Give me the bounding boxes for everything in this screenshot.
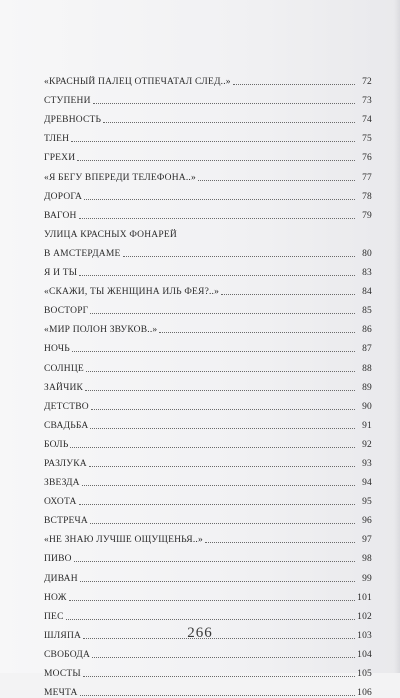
toc-entry [44, 393, 372, 412]
dot-leader [90, 312, 355, 314]
toc-entry-title: ОХОТА [44, 497, 77, 508]
dot-leader [80, 580, 355, 582]
toc-entry-page: 94 [362, 478, 372, 489]
toc-entry [44, 660, 372, 679]
toc-entry-page: 75 [362, 134, 372, 145]
toc-entry-page: 92 [362, 439, 372, 450]
dot-leader [233, 83, 355, 85]
dot-leader [92, 656, 355, 658]
toc-entry-title: «Я БЕГУ ВПЕРЕДИ ТЕЛЕФОНА..» [44, 172, 196, 183]
toc-entry-page: 97 [362, 535, 372, 546]
toc-entry [44, 68, 372, 87]
dot-leader [205, 541, 355, 543]
toc-entry-page: 78 [362, 191, 372, 202]
table-of-contents [44, 68, 372, 698]
toc-entry-page: 95 [362, 497, 372, 508]
toc-entry-title: В АМСТЕРДАМЕ [44, 248, 121, 259]
toc-entry-page: 84 [362, 287, 372, 298]
toc-entry-title: СОЛНЦЕ [44, 363, 84, 374]
dot-leader [221, 293, 355, 295]
toc-entry-page: 87 [362, 344, 372, 355]
toc-entry-title: ВАГОН [44, 210, 77, 221]
toc-entry-title: СВОБОДА [44, 649, 91, 660]
toc-entry-page: 79 [362, 210, 372, 221]
toc-entry-page: 91 [362, 420, 372, 431]
toc-entry-page: 88 [362, 363, 372, 374]
dot-leader [77, 159, 355, 161]
toc-entry-title: ЗАЙЧИК [44, 382, 84, 393]
page-number: 266 [187, 625, 213, 641]
dot-leader [79, 503, 355, 505]
toc-entry [44, 202, 372, 221]
toc-entry [44, 335, 372, 354]
dot-leader [123, 255, 355, 257]
toc-entry-title: УЛИЦА КРАСНЫХ ФОНАРЕЙ [44, 229, 177, 240]
toc-entry-title: ДОРОГА [44, 191, 83, 202]
dot-leader [91, 408, 355, 410]
toc-entry-title: ТЛЕН [44, 134, 70, 145]
toc-entry [44, 450, 372, 469]
toc-entry-title: «КРАСНЫЙ ПАЛЕЦ ОТПЕЧАТАЛ СЛЕД..» [44, 77, 231, 88]
toc-entry [44, 641, 372, 660]
dot-leader [85, 389, 355, 391]
toc-entry-page: 86 [362, 325, 372, 336]
toc-entry [44, 545, 372, 564]
toc-entry-page: 105 [357, 669, 372, 679]
dot-leader [83, 675, 355, 677]
toc-entry-page: 73 [362, 96, 372, 107]
toc-entry-title: МЕЧТА [44, 688, 78, 698]
toc-entry [44, 183, 372, 202]
toc-entry-title: Я И ТЫ [44, 268, 78, 279]
dot-leader [79, 274, 355, 276]
toc-entry-page: 83 [362, 268, 372, 279]
toc-entry [44, 316, 372, 335]
toc-entry-page: 90 [362, 401, 372, 412]
toc-entry [44, 240, 372, 259]
toc-entry-page: 104 [357, 649, 372, 660]
toc-entry-title: МОСТЫ [44, 669, 81, 679]
toc-entry-page: 106 [357, 688, 372, 698]
dot-leader [70, 446, 355, 448]
toc-entry [44, 297, 372, 316]
toc-entry [44, 144, 372, 163]
toc-entry-page: 77 [362, 172, 372, 183]
toc-entry [44, 469, 372, 488]
dot-leader [84, 198, 355, 200]
toc-entry-title: ВОСТОРГ [44, 306, 89, 317]
toc-entry-page: 99 [362, 573, 372, 584]
toc-entry [44, 374, 372, 393]
dot-leader [66, 618, 355, 620]
dot-leader [71, 140, 355, 142]
toc-entry-title: ДИВАН [44, 573, 78, 584]
toc-entry-page: 98 [362, 554, 372, 565]
toc-entry-page: 76 [362, 153, 372, 164]
toc-entry [44, 354, 372, 373]
dot-leader [93, 102, 355, 104]
toc-entry [44, 106, 372, 125]
toc-entry [44, 221, 372, 240]
toc-entry [44, 259, 372, 278]
toc-entry-page: 102 [357, 611, 372, 622]
toc-entry [44, 564, 372, 583]
toc-entry [44, 526, 372, 545]
dot-leader [89, 465, 355, 467]
toc-entry-page: 96 [362, 516, 372, 527]
toc-entry-title: РАЗЛУКА [44, 458, 87, 469]
dot-leader [69, 599, 355, 601]
dot-leader [79, 217, 355, 219]
toc-entry [44, 507, 372, 526]
toc-entry [44, 163, 372, 182]
toc-entry-title: «НЕ ЗНАЮ ЛУЧШЕ ОЩУЩЕНЬЯ..» [44, 535, 203, 546]
toc-entry-title: ДРЕВНОСТЬ [44, 115, 102, 126]
toc-entry [44, 679, 372, 698]
toc-entry-title: СВАДЬБА [44, 420, 89, 431]
toc-entry-title: ГРЕХИ [44, 153, 76, 164]
toc-entry-title: ЗВЕЗДА [44, 478, 80, 489]
toc-entry [44, 603, 372, 622]
toc-entry-page: 101 [357, 592, 372, 603]
toc-entry [44, 431, 372, 450]
toc-entry-title: БОЛЬ [44, 439, 69, 450]
toc-entry-page: 103 [357, 630, 372, 641]
toc-entry [44, 412, 372, 431]
dot-leader [74, 560, 355, 562]
toc-entry-title: НОЧЬ [44, 344, 70, 355]
toc-entry-title: «МИР ПОЛОН ЗВУКОВ..» [44, 325, 158, 336]
toc-entry [44, 278, 372, 297]
toc-entry-title: ВСТРЕЧА [44, 516, 88, 527]
toc-entry-title: ПИВО [44, 554, 72, 565]
toc-entry [44, 584, 372, 603]
toc-entry [44, 125, 372, 144]
toc-entry [44, 87, 372, 106]
toc-entry-title: ДЕТСТВО [44, 401, 89, 412]
toc-entry [44, 488, 372, 507]
dot-leader [198, 179, 355, 181]
toc-entry-page: 89 [362, 382, 372, 393]
dot-leader [82, 484, 355, 486]
toc-entry-page: 80 [362, 248, 372, 259]
toc-entry-title: ПЕС [44, 611, 64, 622]
toc-entry-page: 74 [362, 115, 372, 126]
toc-entry-title: ШЛЯПА [44, 630, 82, 641]
dot-leader [80, 694, 355, 696]
toc-entry-page: 72 [362, 77, 372, 88]
toc-entry-page: 93 [362, 458, 372, 469]
toc-entry-title: СТУПЕНИ [44, 96, 91, 107]
toc-entry-title: «СКАЖИ, ТЫ ЖЕНЩИНА ИЛЬ ФЕЯ?..» [44, 287, 220, 298]
toc-entry-title: НОЖ [44, 592, 67, 603]
dot-leader [103, 121, 355, 123]
toc-entry-page: 85 [362, 306, 372, 317]
dot-leader [159, 331, 355, 333]
dot-leader [90, 427, 355, 429]
dot-leader [90, 522, 355, 524]
dot-leader [72, 350, 355, 352]
dot-leader [86, 370, 355, 372]
